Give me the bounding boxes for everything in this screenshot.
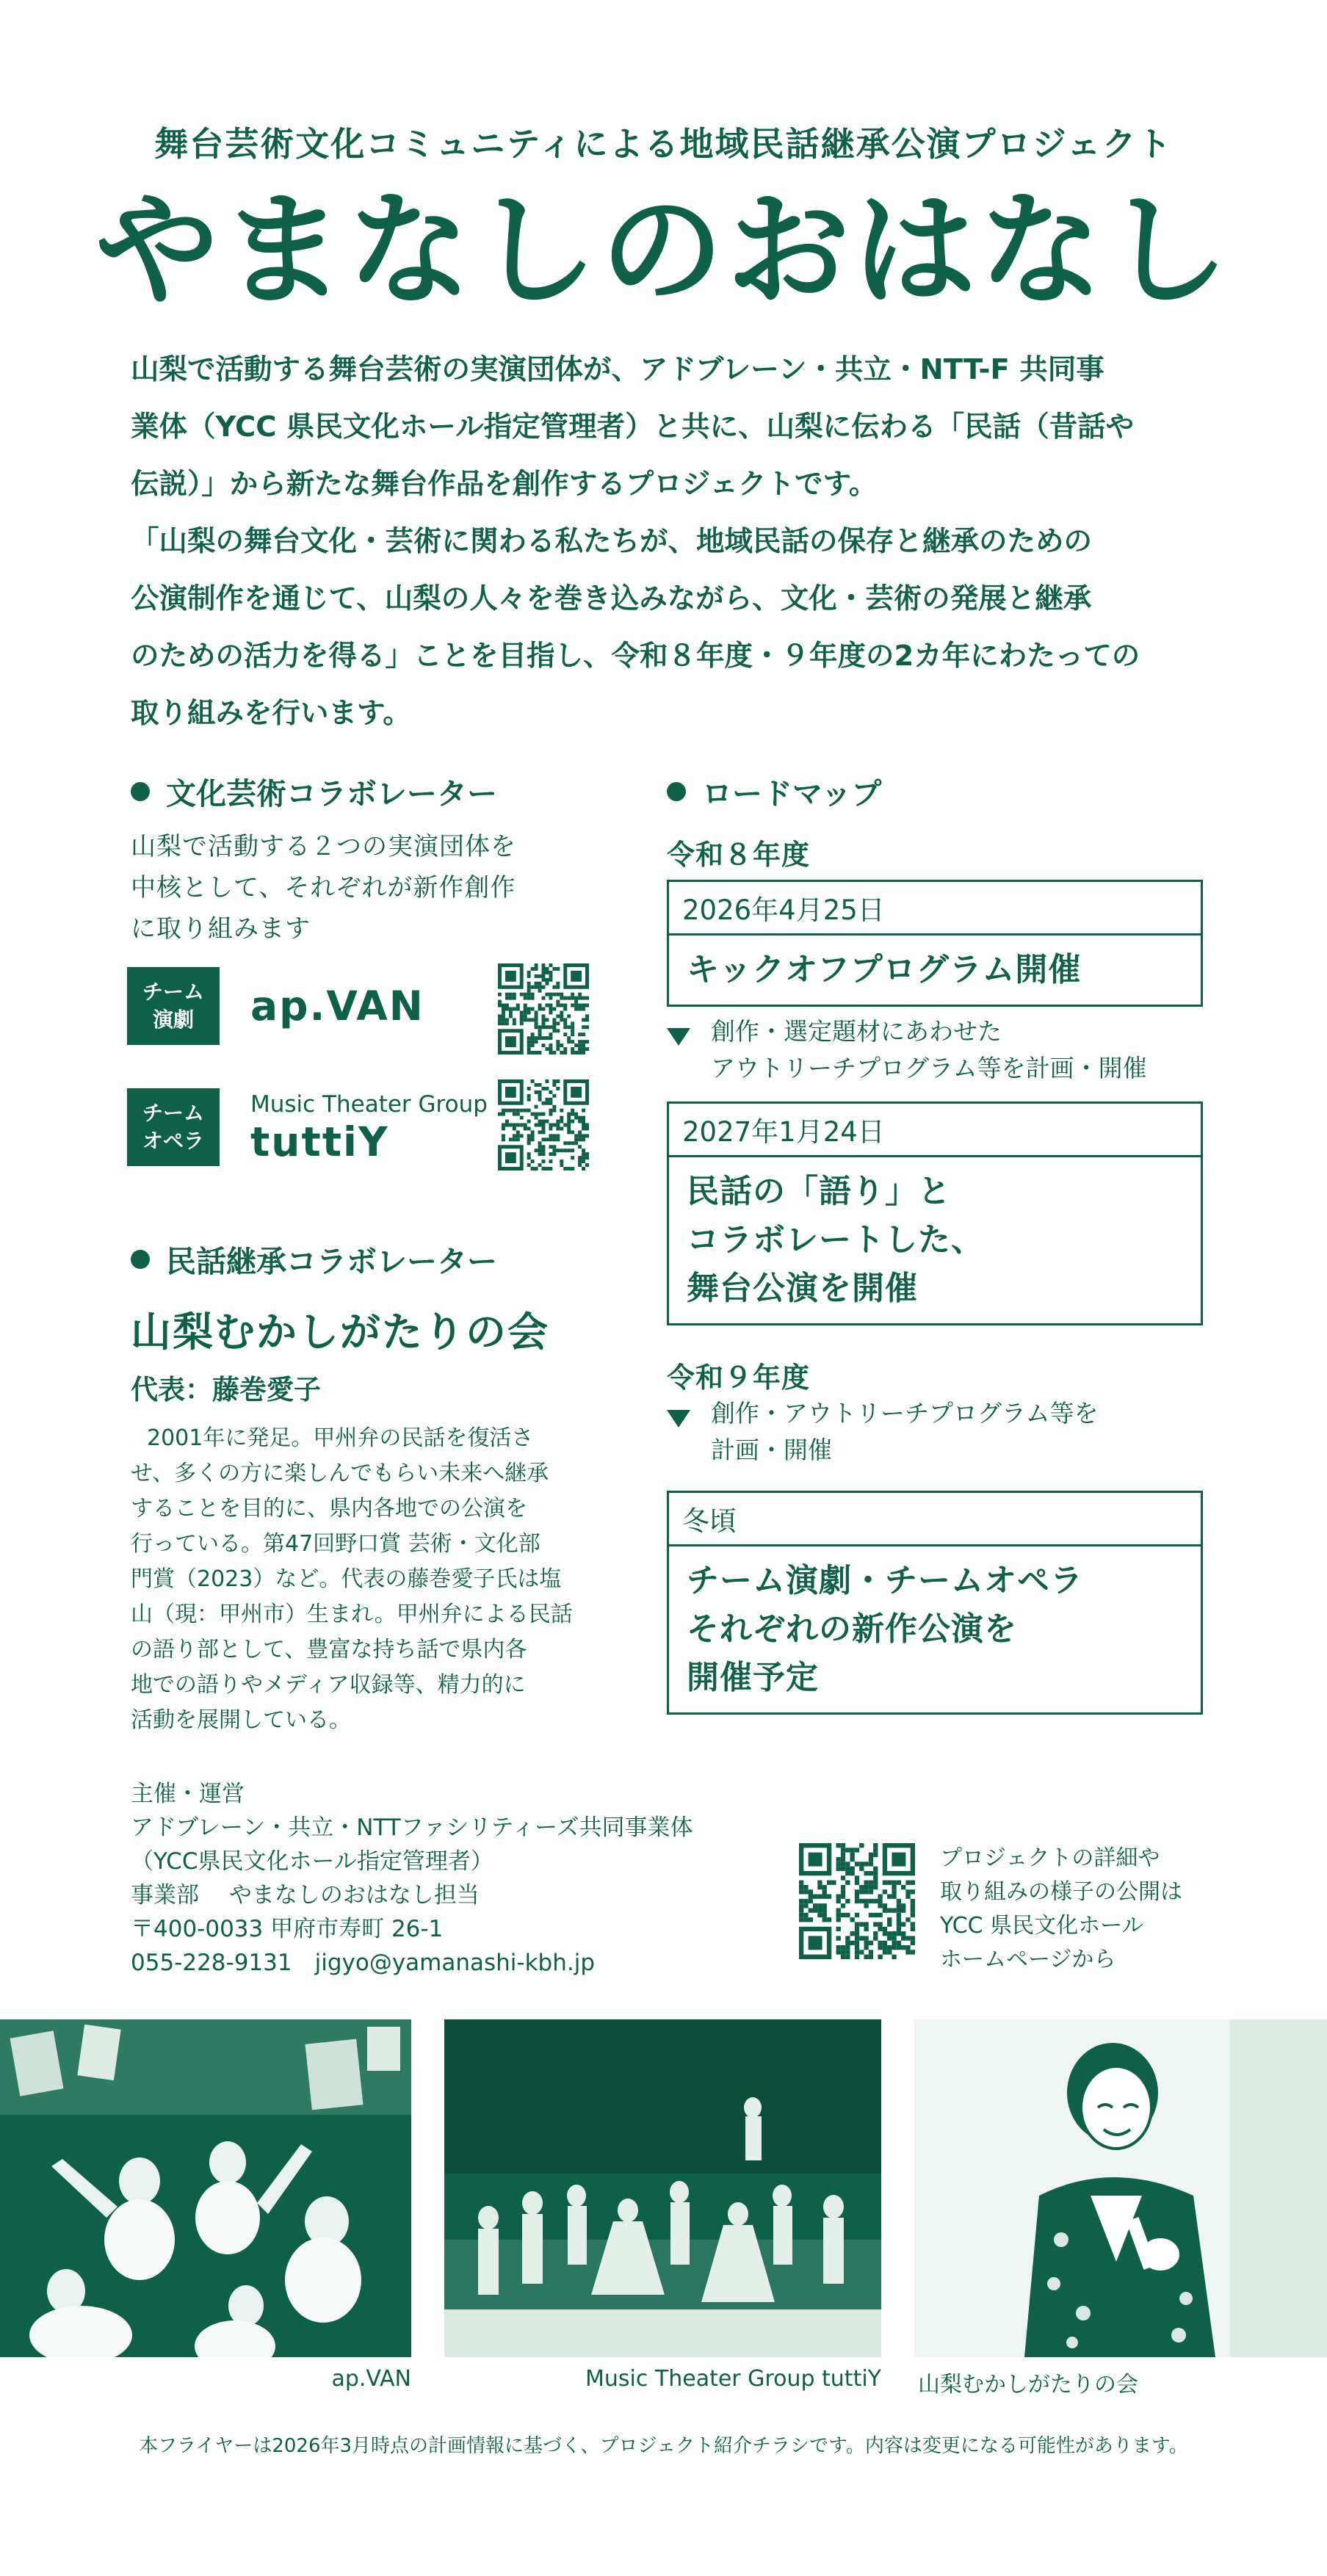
event-line: 舞台公演を開催 [687, 1270, 918, 1307]
team-opera-name: tuttiY [250, 1118, 389, 1165]
bio-line: 山（現：甲州市）生まれ。甲州弁による民話 [131, 1602, 573, 1627]
bio-line: 活動を展開している。 [131, 1707, 351, 1733]
arts-desc-line: に取り組みます [131, 914, 311, 944]
project-subtitle: 舞台芸術文化コミュニティによる地域民話継承公演プロジェクト [154, 124, 1173, 164]
photo-caption: ap.VAN [331, 2366, 411, 2392]
event-line: 民話の「語り」と [687, 1173, 951, 1210]
arts-desc-line: 山梨で活動する２つの実演団体を [131, 832, 516, 861]
bio-line: 地での語りやメディア収録等、精力的に [131, 1672, 526, 1698]
arts-description [131, 826, 608, 949]
event-line: キックオフプログラム開催 [687, 951, 1082, 988]
bio-line: することを目的に、県内各地での公演を [131, 1496, 527, 1522]
team-theater [127, 967, 424, 1045]
intro-line: 山梨で活動する舞台芸術の実演団体が、アドブレーン・共立・NTT-F 共同事 [131, 353, 1104, 386]
bio-line: 門賞（2023）など。代表の藤巻愛子氏は塩 [131, 1566, 562, 1592]
folk-collaborator-heading [131, 1237, 497, 1281]
intro-line: のための活力を得る」ことを目指し、令和８年度・９年度の2カ年にわたっての [131, 640, 1140, 673]
organizer-line: 〒400-0033 甲府市寿町 26-1 [131, 1916, 444, 1942]
intro-line: 伝説）」から新たな舞台作品を創作するプロジェクトです。 [131, 468, 878, 501]
intro-line: 「山梨の舞台文化・芸術に関わる私たちが、地域民話の保存と継承のための [131, 525, 1093, 558]
project-title: やまなしのおはなし [95, 178, 1232, 322]
intro-line: 取り組みを行います。 [131, 697, 411, 730]
roadmap-year-r9: 令和９年度 [667, 1361, 811, 1394]
website-note-line: 取り組みの様子の公開は [940, 1879, 1182, 1905]
team-opera [127, 1088, 488, 1166]
roadmap-event [669, 1546, 1201, 1712]
organizer-info [131, 1777, 828, 1980]
note-line: 計画・開催 [711, 1436, 832, 1464]
team-opera-label [220, 1090, 488, 1165]
note-line: 創作・アウトリーチプログラム等を [711, 1399, 1099, 1428]
bullet-dot-icon [131, 782, 150, 801]
bio-line: の語り部として、豊富な持ち話で県内各 [131, 1637, 527, 1663]
website-note [940, 1842, 1234, 1977]
event-line: 開催予定 [687, 1659, 819, 1696]
intro-line: 公演制作を通じて、山梨の人々を巻き込みながら、文化・芸術の発展と継承 [131, 582, 1092, 615]
folk-representative: 代表：藤巻愛子 [131, 1374, 321, 1405]
team-opera-sub: Music Theater Group [250, 1091, 488, 1118]
photo-mukashigatari [914, 2019, 1327, 2357]
note-line: 創作・選定題材にあわせた [711, 1017, 1002, 1046]
down-triangle-icon [667, 1410, 690, 1428]
team-theater-badge [127, 967, 220, 1045]
arts-collaborator-heading [131, 770, 497, 813]
folk-bio [131, 1421, 601, 1738]
qr-code-icon[interactable] [498, 1079, 589, 1171]
step-note-text [711, 1013, 1147, 1087]
organizer-line: 主催・運営 [131, 1781, 245, 1807]
roadmap-box-kickoff [667, 880, 1203, 1007]
folk-heading-text: 民話継承コラボレーター [166, 1244, 497, 1279]
down-triangle-icon [667, 1028, 690, 1046]
folk-group-name: 山梨むかしがたりの会 [131, 1309, 550, 1356]
qr-code-icon[interactable] [799, 1843, 915, 1959]
badge-line: 演劇 [152, 1007, 194, 1032]
roadmap-date: 2027年1月24日 [669, 1104, 1201, 1157]
organizer-line: 事業部 やまなしのおはなし担当 [131, 1882, 480, 1909]
event-line: それぞれの新作公演を [687, 1610, 1017, 1648]
bullet-dot-icon [667, 782, 686, 801]
roadmap-year-r8: 令和８年度 [667, 839, 811, 871]
note-line: アウトリーチプログラム等を計画・開催 [711, 1054, 1147, 1082]
arts-heading-text: 文化芸術コラボレーター [166, 776, 497, 811]
bio-line: 2001年に発足。甲州弁の民話を復活さ [147, 1425, 534, 1451]
roadmap-heading-text: ロードマップ [702, 776, 882, 811]
photo-caption: Music Theater Group tuttiY [585, 2366, 881, 2392]
roadmap-event [669, 1157, 1201, 1323]
bullet-dot-icon [131, 1250, 150, 1269]
qr-code-icon[interactable] [498, 963, 589, 1054]
arts-desc-line: 中核として、それぞれが新作創作 [131, 873, 516, 902]
bio-line: 行っている。第47回野口賞 芸術・文化部 [131, 1531, 540, 1557]
step-note-text [711, 1395, 1099, 1469]
website-note-line: YCC 県民文化ホール [940, 1913, 1144, 1939]
roadmap-step-note [667, 1013, 1147, 1087]
team-theater-name: ap.VAN [250, 983, 424, 1030]
bio-line: せ、多くの方に楽しんでもらい未来へ継承 [131, 1461, 549, 1486]
roadmap-event [669, 936, 1201, 1005]
website-note-line: プロジェクトの詳細や [940, 1845, 1160, 1871]
intro-text [131, 341, 1203, 742]
footer-note: 本フライヤーは2026年3月時点の計画情報に基づく、プロジェクト紹介チラシです。内容は変更になる可能性があります。 [139, 2435, 1188, 2457]
roadmap-heading [667, 770, 881, 813]
roadmap-date: 2026年4月25日 [669, 882, 1201, 936]
photo-tuttiy [444, 2019, 881, 2357]
roadmap-box-new-works [667, 1491, 1203, 1715]
roadmap-box-performance [667, 1101, 1203, 1325]
event-line: チーム演劇・チームオペラ [687, 1562, 1083, 1599]
badge-line: チーム [142, 980, 204, 1004]
roadmap-date: 冬頃 [669, 1493, 1201, 1546]
badge-line: チーム [142, 1101, 204, 1125]
organizer-line: アドブレーン・共立・NTTファシリティーズ共同事業体 [131, 1815, 693, 1841]
photo-ap-van [0, 2019, 411, 2357]
intro-line: 業体（YCC 県民文化ホール指定管理者）と共に、山梨に伝わる「民話（昔話や [131, 410, 1135, 444]
roadmap-step-note [667, 1395, 1099, 1469]
photo-caption: 山梨むかしがたりの会 [918, 2372, 1138, 2398]
badge-line: オペラ [142, 1129, 204, 1153]
event-line: コラボレートした、 [687, 1221, 984, 1259]
website-note-line: ホームページから [940, 1947, 1116, 1972]
team-opera-badge [127, 1088, 220, 1166]
organizer-contact[interactable]: 055-228-9131 jigyo@yamanashi-kbh.jp [131, 1950, 596, 1976]
organizer-line: （YCC県民文化ホール指定管理者） [131, 1848, 493, 1875]
